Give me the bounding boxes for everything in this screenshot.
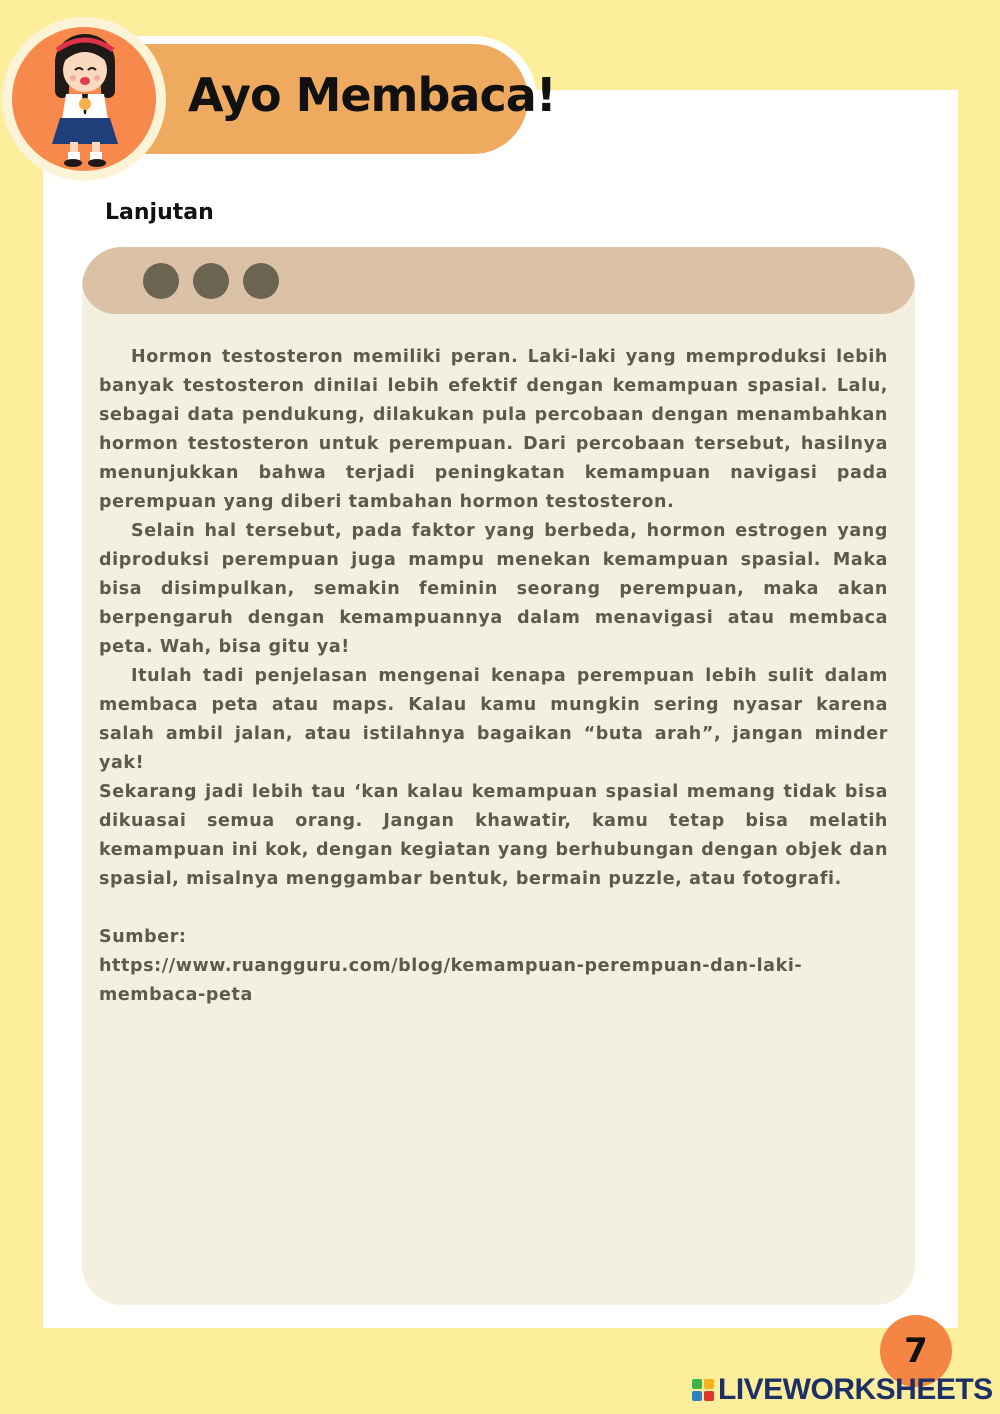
student-girl-icon [30,28,140,170]
window-dot-icon [243,263,279,299]
brand-watermark [692,1374,993,1406]
window-dot-icon [193,263,229,299]
article-paragraph: Hormon testosteron memiliki peran. Laki-laki yang memproduksi lebih banyak testosteron dinilai lebih efektif dengan kemampuan spasial. Lalu, sebagai data pendukung, dilakukan pula percobaan dengan menambahkan hormon testosteron untuk perempuan. Dari percobaan tersebut, hasilnya menunjukkan bahwa terjadi peningkatan kemampuan navigasi pada perempuan yang diberi tambahan hormon testosteron. [99,347,888,512]
brand-name: LIVEWORKSHEETS [718,1373,993,1406]
liveworksheets-logo-icon [692,1379,714,1401]
page-number-badge: 7 [880,1315,952,1387]
article-paragraph: Itulah tadi penjelasan mengenai kenapa perempuan lebih sulit dalam membaca peta atau maps. Kalau kamu mungkin sering nyasar karena salah ambil jalan, atau istilahnya bagaikan “buta arah”, jangan minder yak! [99,666,888,773]
window-title-bar [82,247,915,314]
reading-window [82,247,915,1305]
article-paragraph: Selain hal tersebut, pada faktor yang berbeda, hormon estrogen yang diproduksi perempuan juga mampu menekan kemampuan spasial. Maka bisa disimpulkan, semakin feminin seorang perempuan, maka akan berpengaruh dengan kemampuannya dalam menavigasi atau membaca peta. Wah, bisa gitu ya! [99,521,888,657]
window-dot-icon [143,263,179,299]
source-label: Sumber: [99,927,187,947]
source-url: https://www.ruangguru.com/blog/kemampuan-perempuan-dan-laki- membaca-peta [99,956,803,1005]
page-title: Ayo Membaca! [188,68,556,122]
article-paragraph: Sekarang jadi lebih tau ‘kan kalau kemampuan spasial memang tidak bisa dikuasai semua orang. Jangan khawatir, kamu tetap bisa melatih kemampuan ini kok, dengan kegiatan yang berhubungan dengan objek dan spasial, misalnya menggambar bentuk, bermain puzzle, atau fotografi. [99,782,888,889]
section-subheading: Lanjutan [105,200,214,225]
article-body [99,343,888,1010]
